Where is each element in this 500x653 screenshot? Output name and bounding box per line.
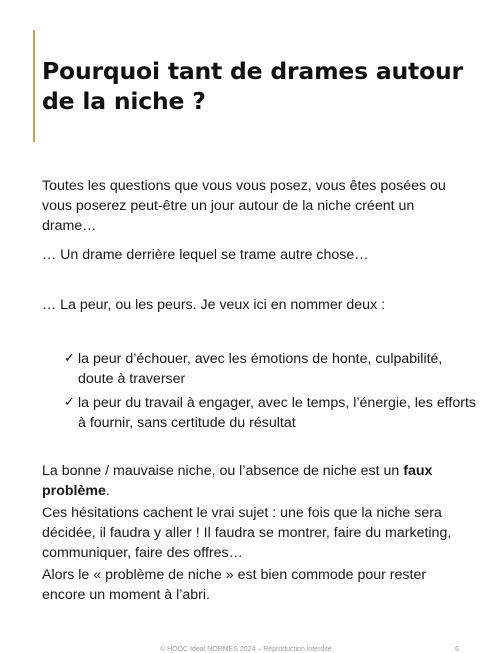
checklist-item [64,393,480,433]
page-footer: © HOOC Ideal NORMES 2024 – Reproduction interdite [160,646,332,653]
checklist-item-text: la peur d’échouer, avec les émotions de honte, culpabilité, doute à traverser [78,351,443,387]
hesitations-paragraph: Ces hésitations cachent le vrai sujet : une fois que la niche sera décidée, il faudra y aller ! Il faudra se montrer, faire du marketing, communiquer, faire des offres… [42,505,452,561]
faux-probleme-end: . [105,483,110,499]
page-title: Pourquoi tant de drames autour de la niche ? [42,57,463,115]
page-number: 6 [455,646,459,653]
title-accent-bar [33,30,35,142]
faux-probleme-paragraph [42,461,467,501]
faux-probleme-text: La bonne / mauvaise niche, ou l’absence de niche est un [42,463,404,479]
faux-probleme-emphasis: faux problème [42,463,433,499]
checklist-item-text: la peur du travail à engager, avec le temps, l’énergie, les efforts à fournir, sans certitude du résultat [78,395,477,431]
checkmark-icon: ✓ [64,395,75,410]
checkmark-icon: ✓ [64,351,75,366]
peurs-paragraph: … La peur, ou les peurs. Je veux ici en nommer deux : [42,297,386,313]
conclusion-paragraph: Alors le « problème de niche » est bien commode pour rester encore un moment à l’abri. [42,567,427,603]
intro-paragraph: Toutes les questions que vous vous posez, vous êtes posées ou vous poserez peut-être un jour autour de la niche créent un drame… [42,178,446,234]
checklist-item [64,349,480,389]
drame-paragraph: … Un drame derrière lequel se trame autre chose… [42,247,369,263]
